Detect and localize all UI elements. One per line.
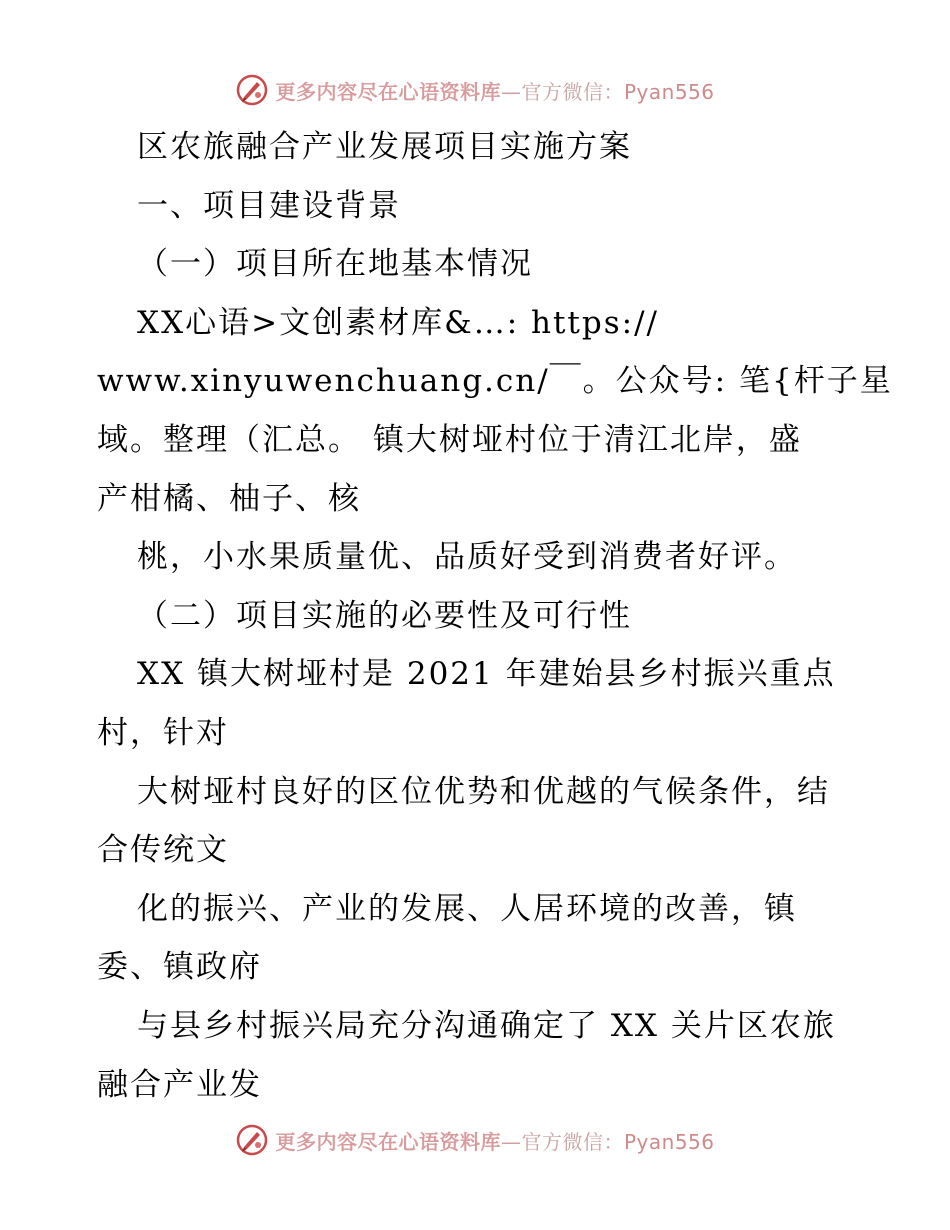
banner-wechat-handle: Pyan556	[623, 79, 715, 104]
text-line: 村，针对	[97, 714, 229, 751]
banner-slogan: 更多内容尽在心语资料库	[275, 1129, 501, 1154]
text-line: XX心语>文创素材库&…: https://	[137, 304, 659, 341]
banner-text	[275, 76, 714, 105]
text-line: 一、项目建设背景	[137, 187, 401, 224]
text-line: 与县乡村振兴局充分沟通确定了 XX 关片区农旅	[137, 1007, 836, 1044]
text-line: www.xinyuwenchuang.cn/￣。公众号: 笔{杆子星	[97, 363, 893, 400]
footer-banner	[0, 1120, 950, 1160]
text-line: 域。整理（汇总。 镇大树垭村位于清江北岸，盛	[97, 421, 802, 458]
brand-logo-icon	[235, 1123, 269, 1157]
text-line: 桃，小水果质量优、品质好受到消费者好评。	[137, 539, 797, 576]
document-body	[97, 118, 893, 1114]
banner-wechat-handle: Pyan556	[623, 1129, 715, 1154]
text-line: 合传统文	[97, 832, 229, 869]
text-line: （二）项目实施的必要性及可行性	[137, 597, 632, 634]
text-line: 委、镇政府	[97, 949, 262, 986]
text-line: 化的振兴、产业的发展、人居环境的改善，镇	[137, 890, 797, 927]
text-line: 融合产业发	[97, 1066, 262, 1103]
brand-logo-icon	[235, 73, 269, 107]
text-line: XX 镇大树垭村是 2021 年建始县乡村振兴重点	[137, 656, 836, 693]
text-line: 大树垭村良好的区位优势和优越的气候条件，结	[137, 773, 830, 810]
header-banner	[0, 70, 950, 110]
text-line: 产柑橘、柚子、核	[97, 480, 361, 517]
text-line: 区农旅融合产业发展项目实施方案	[137, 129, 632, 165]
banner-slogan: 更多内容尽在心语资料库	[275, 79, 501, 104]
banner-text	[275, 1126, 714, 1155]
banner-dash: —	[500, 79, 522, 104]
banner-wechat-label: 官方微信：	[521, 79, 624, 104]
banner-dash: —	[500, 1129, 522, 1154]
text-line: （一）项目所在地基本情况	[137, 246, 533, 283]
banner-wechat-label: 官方微信：	[521, 1129, 624, 1154]
